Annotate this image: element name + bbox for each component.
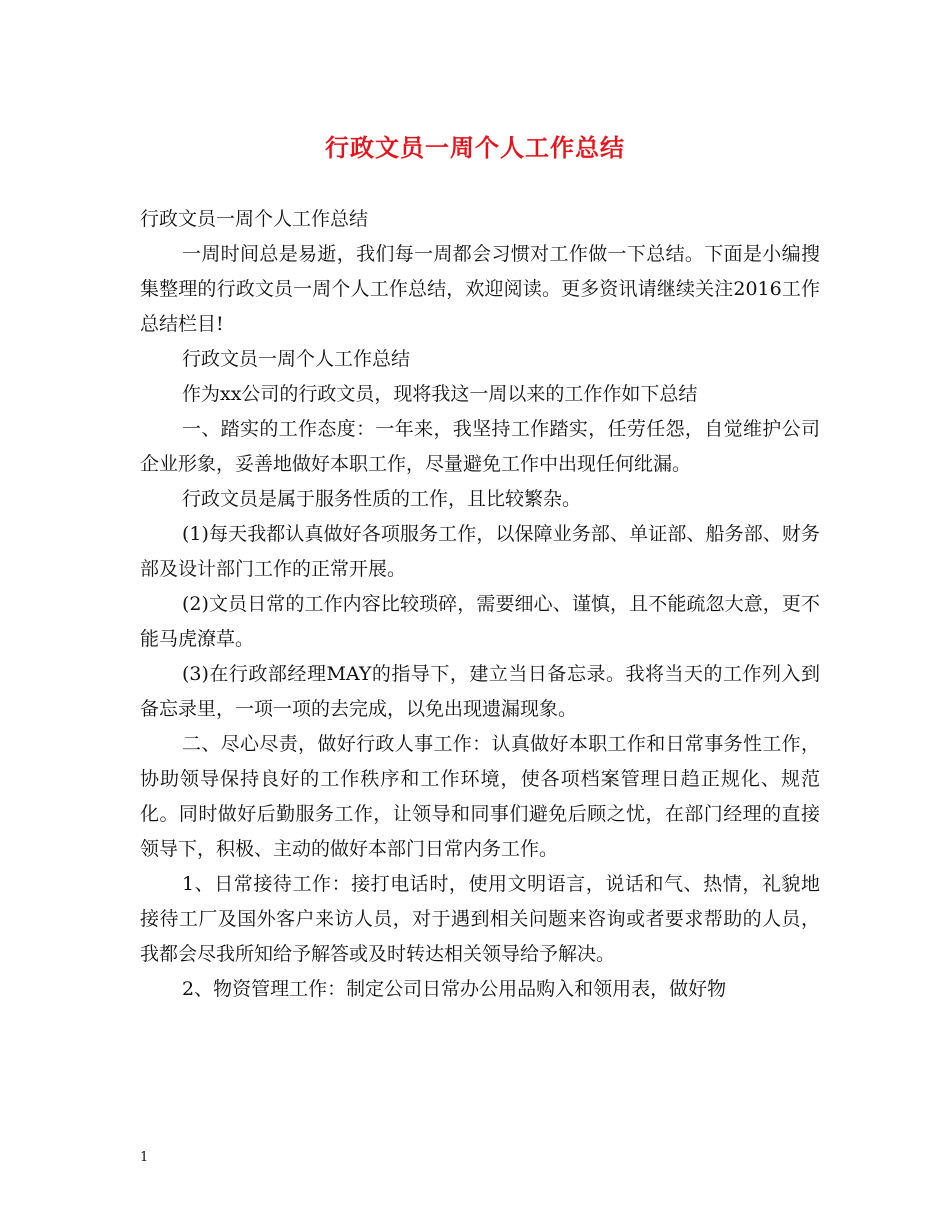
paragraph-subtitle: 行政文员一周个人工作总结 [182,348,411,370]
paragraph-item-1: (1)每天我都认真做好各项服务工作，以保障业务部、单证部、船务部、财务部及设计部门工作的正常开展。 [140,523,820,580]
paragraph-intro: 一周时间总是易逝，我们每一周都会习惯对工作做一下总结。下面是小编搜集整理的行政文员一周个人工作总结，欢迎阅读。更多资讯请继续关注2016工作总结栏目! [140,243,820,335]
paragraph-service-nature: 行政文员是属于服务性质的工作，且比较繁杂。 [182,488,582,510]
paragraph-preface: 作为xx公司的行政文员，现将我这一周以来的工作作如下总结 [182,383,698,405]
paragraph-section-2: 二、尽心尽责，做好行政人事工作：认真做好本职工作和日常事务性工作，协助领导保持良好的工作秩序和工作环境，使各项档案管理日趋正规化、规范化。同时做好后勤服务工作，让领导和同事们避免后顾之忧，在部门经理的直接领导下，积极、主动的做好本部门日常内务工作。 [140,733,820,860]
paragraph-item-3: (3)在行政部经理MAY的指导下，建立当日备忘录。我将当天的工作列入到备忘录里，一项一项的去完成，以免出现遗漏现象。 [140,663,820,720]
paragraph-section-1: 一、踏实的工作态度：一年来，我坚持工作踏实，任劳任怨，自觉维护公司企业形象，妥善地做好本职工作，尽量避免工作中出现任何纰漏。 [140,418,820,475]
paragraph-item-2: (2)文员日常的工作内容比较琐碎，需要细心、谨慎，且不能疏忽大意，更不能马虎潦草。 [140,593,820,650]
document-body [140,202,820,1007]
page-number: 1 [140,1150,149,1165]
paragraph-heading: 行政文员一周个人工作总结 [140,208,369,230]
document-title: 行政文员一周个人工作总结 [325,133,625,162]
paragraph-materials: 2、物资管理工作：制定公司日常办公用品购入和领用表，做好物 [182,978,727,1000]
paragraph-reception: 1、日常接待工作：接打电话时，使用文明语言，说话和气、热情，礼貌地接待工厂及国外客户来访人员，对于遇到相关问题来咨询或者要求帮助的人员，我都会尽我所知给予解答或及时转达相关领导给予解决。 [140,873,820,965]
